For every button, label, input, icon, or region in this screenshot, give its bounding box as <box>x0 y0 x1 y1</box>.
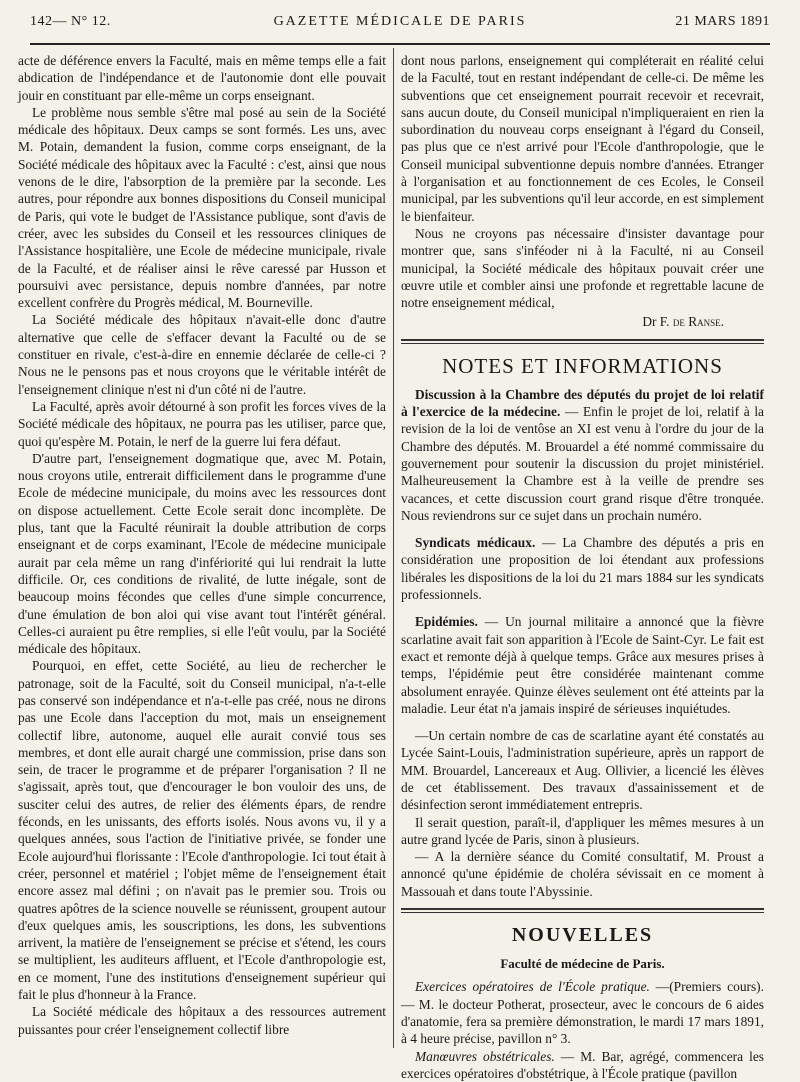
item-text: — Un journal militaire a annoncé que la fièvre scarlatine avait fait son apparition à l'Ecole de Saint-Cyr. Le fait est exact et remonte déjà à quelque temps. Grâce aux mesures prises à temps, l'épidémie peut être considérée maintenant comme absolument enrayée. Quinze élèves seulement ont été atteints par la maladie. Leur état n'a jamais inspiré de sérieuses inquiétudes. <box>401 614 764 716</box>
news-item <box>401 534 764 603</box>
nouvelles-heading: NOUVELLES <box>511 924 654 947</box>
section-rule <box>401 908 764 913</box>
item-lead: Manœuvres obstétricales. <box>415 1048 555 1064</box>
notes-heading: NOTES ET INFORMATIONS <box>442 353 723 378</box>
paragraph: La Société médicale des hôpitaux a des ressources autrement puissantes pour créer l'enseignement collectif libre <box>18 1004 386 1037</box>
item-lead: Discussion à la Chambre des députés du projet de loi relatif à l'exercice de la médecine. <box>401 386 764 420</box>
paragraph: Il serait question, paraît-il, d'appliquer les mêmes mesures à un autre grand lycée de Paris, sinon à plusieurs. <box>401 814 764 847</box>
paragraph: Nous ne croyons pas nécessaire d'insister davantage pour montrer que, sans s'inféoder ni à la Faculté, ni au Conseil municipal, la Société médicale des hôpitaux pouvait créer une œuvre utile et combler ainsi une profonde et regrettable lacune de notre enseignement médical, <box>401 225 764 311</box>
paragraph: La Société médicale des hôpitaux n'avait-elle donc d'autre alternative que celle de s'effacer devant la Faculté ou de se constituer en rivale, c'est-à-dire en ennemie déclarée de celle-ci ? Nous ne le pensons pas et nous croyons que le véritable intérêt de l'enseignement clinique n'est ni d'un côté ni de l'autre. <box>18 312 386 397</box>
header-rule <box>30 43 770 45</box>
news-item <box>401 613 764 717</box>
paragraph: Pourquoi, en effet, cette Société, au lieu de rechercher le patronage, soit de la Faculté, soit du Conseil municipal, n'a-t-elle pas conservé son indépendance et n'a-t-elle pas créé, nous ne dirons pas une Ecole dans l'acception du mot, mais un enseignement collectif libre, autonome, auquel elle aurait convié tous ses membres, et dont elle aurait chargé une commission, prise dans son sein, de tracer le programme et de préparer l'organisation ? Il ne s'agissait, après tout, que d'encourager le bon vouloir des uns, de susciter celui des autres, de relier des éléments épars, de rendre féconds, en les unissants, des efforts isolés. Nous avons vu, il y a quelques années, sous l'action de l'initiative privée, se fonder une Ecole aujourd'hui florissante : l'Ecole d'anthropologie. Ici tout était à créer, personnel et matériel ; l'objet même de l'enseignement était encore assez mal défini ; on n'avait pas le premier sou. Trois ou quatres apôtres de la science nouvelle se réunissent, groupent autour d'eux quelques amis, les souscriptions, les dons, les subventions arrivent, la matière de l'enseignement se précise et s'étend, les cours se multiplient, les auditeurs affluent, et l'Ecole d'anthropologie est, en ce moment, l'une des institutions d'enseignement supérieur qui fait le plus d'honneur à la France. <box>18 658 386 1003</box>
page-header <box>30 10 770 32</box>
journal-title: GAZETTE MÉDICALE DE PARIS <box>273 14 527 29</box>
paragraph: dont nous parlons, enseignement qui compléterait en réalité celui de la Faculté, tout en restant indépendant de celle-ci. De même les subventions que cet enseignement pourrait recevoir et recevrait, sans aucun doute, du Conseil municipal n'impliqueraient en rien la subordination du nouveau corps enseignant à l'égard du Conseil, pas plus que ce n'est arrivé pour l'Ecole d'anthropologie, que le Conseil municipal subventionne depuis nombre d'années. Etranger à l'organisation et au fonctionnement de ces Ecoles, le Conseil municipal, par les subventions qu'il leur accorde, en est simplement le bienfaiteur. <box>401 53 764 224</box>
nouvelles-subheading: Faculté de médecine de Paris. <box>500 956 665 972</box>
column-divider <box>393 48 394 1048</box>
left-column <box>18 52 386 1038</box>
paragraph: Le problème nous semble s'être mal posé au sein de la Société médicale des hôpitaux. Deux camps se sont formés. Les uns, avec M. Potain, demandent la fusion, comme corps enseignant, de la Société médicale des hôpitaux avec la Faculté : c'est, ainsi que nous venons de le dire, l'absorption de la première par la seconde. Les autres, pour répondre aux bonnes dispositions du Conseil municipal de Paris, qui vote le budget de l'Assistance publique, sont d'avis de créer, avec les subsides du Conseil et les ressources cliniques de l'Assistance hospitalière, une Ecole de médecine municipale, rivale de la Faculté, et de réaliser ainsi le rêve caressé par Husson et poursuivi avec persistance, depuis nombre d'années, par notre excellent confrère du Progrès médical, M. Bourneville. <box>18 104 386 311</box>
section-rule <box>401 339 764 344</box>
paragraph: acte de déférence envers la Faculté, mais en même temps elle a fait abdication de l'indépendance et de l'autonomie dont elle pouvait jouir en constituant par elle-même un corps enseignant. <box>18 53 386 103</box>
item-text: —(Premiers cours). — M. le docteur Potherat, prosecteur, avec le concours de 6 aides d'anatomie, fera sa première démonstration, le mardi 17 mars 1891, à 4 heure précise, pavillon n° 3. <box>401 979 764 1047</box>
right-column <box>401 52 764 1082</box>
news-item <box>401 978 764 1047</box>
paragraph: La Faculté, après avoir détourné à son profit les forces vives de la Société médicale des hôpitaux, ne pourra pas les utiliser, parce que, quoi qu'espère M. Potain, le nerf de la guerre lui fera défaut. <box>18 398 386 449</box>
item-text: — Enfin le projet de loi, relatif à la revision de la loi de ventôse an XI est venu à l'ordre du jour de la Chambre des députés. M. Brouardel a été nommé commissaire du gouvernement pour soutenir la discussion du projet ministériel. Malheureusement la Chambre est à la veille de prendre ses vacances, et cette discussion court grand risque d'être tronquée. Nous reviendrons sur ce sujet dans un prochain numéro. <box>401 404 764 523</box>
news-item <box>401 386 764 524</box>
item-lead: Syndicats médicaux. <box>415 535 536 551</box>
news-item <box>401 1048 764 1082</box>
signature-prefix: Dr F. <box>642 314 673 330</box>
item-lead: Exercices opératoires de l'École pratique. <box>415 979 650 995</box>
paragraph: — A la dernière séance du Comité consultatif, M. Proust a annoncé qu'une épidémie de choléra sévissait en ce moment à Massouah et dans toute l'Abyssinie. <box>401 849 764 899</box>
paragraph: —Un certain nombre de cas de scarlatine ayant été constatés au Lycée Saint-Louis, l'administration supérieure, après un rapport de MM. Brouardel, Lancereaux et Aug. Ollivier, a licencié les élèves de cet établissement. Des travaux d'assainissement et de désinfection seront immédiatement entrepris. <box>401 728 764 813</box>
signature-name: de Ranse. <box>672 314 724 330</box>
page-number: 142— N° 12. <box>30 14 111 29</box>
author-signature <box>401 313 764 330</box>
paragraph: D'autre part, l'enseignement dogmatique que, avec M. Potain, nous croyons utile, entrerait difficilement dans le programme d'une Ecole de médecine municipale, du moins avec les ressources dont on dispose actuellement. Cette Ecole serait donc incomplète. De plus, tant que la Faculté réunirait la double attribution de corps enseignant et de corps examinant, l'Ecole de médecine municipale aurait par cela même un rang d'infériorité qui lui rendrait la lutte difficile. Or, ces conditions de rivalité, de lutte inégale, sont de beaucoup moins fécondes que celles d'une simple concurrence, d'une émulation de bon aloi qui vise avant tout l'intérêt général. Celles-ci auraient pu être remplies, si elle l'eût voulu, par la Société médicale des hôpitaux. <box>18 450 386 657</box>
item-text: — La Chambre des députés a pris en considération une proposition de loi étendant aux professions libérales les dispositions de la loi du 21 mars 1884 sur les syndicats professionnels. <box>401 535 764 603</box>
item-text: — M. Bar, agrégé, commencera les exercices opératoires d'obstétrique, à l'École pratique (pavillon <box>401 1048 764 1081</box>
issue-date: 21 MARS 1891 <box>675 14 770 29</box>
item-lead: Epidémies. <box>415 614 478 630</box>
